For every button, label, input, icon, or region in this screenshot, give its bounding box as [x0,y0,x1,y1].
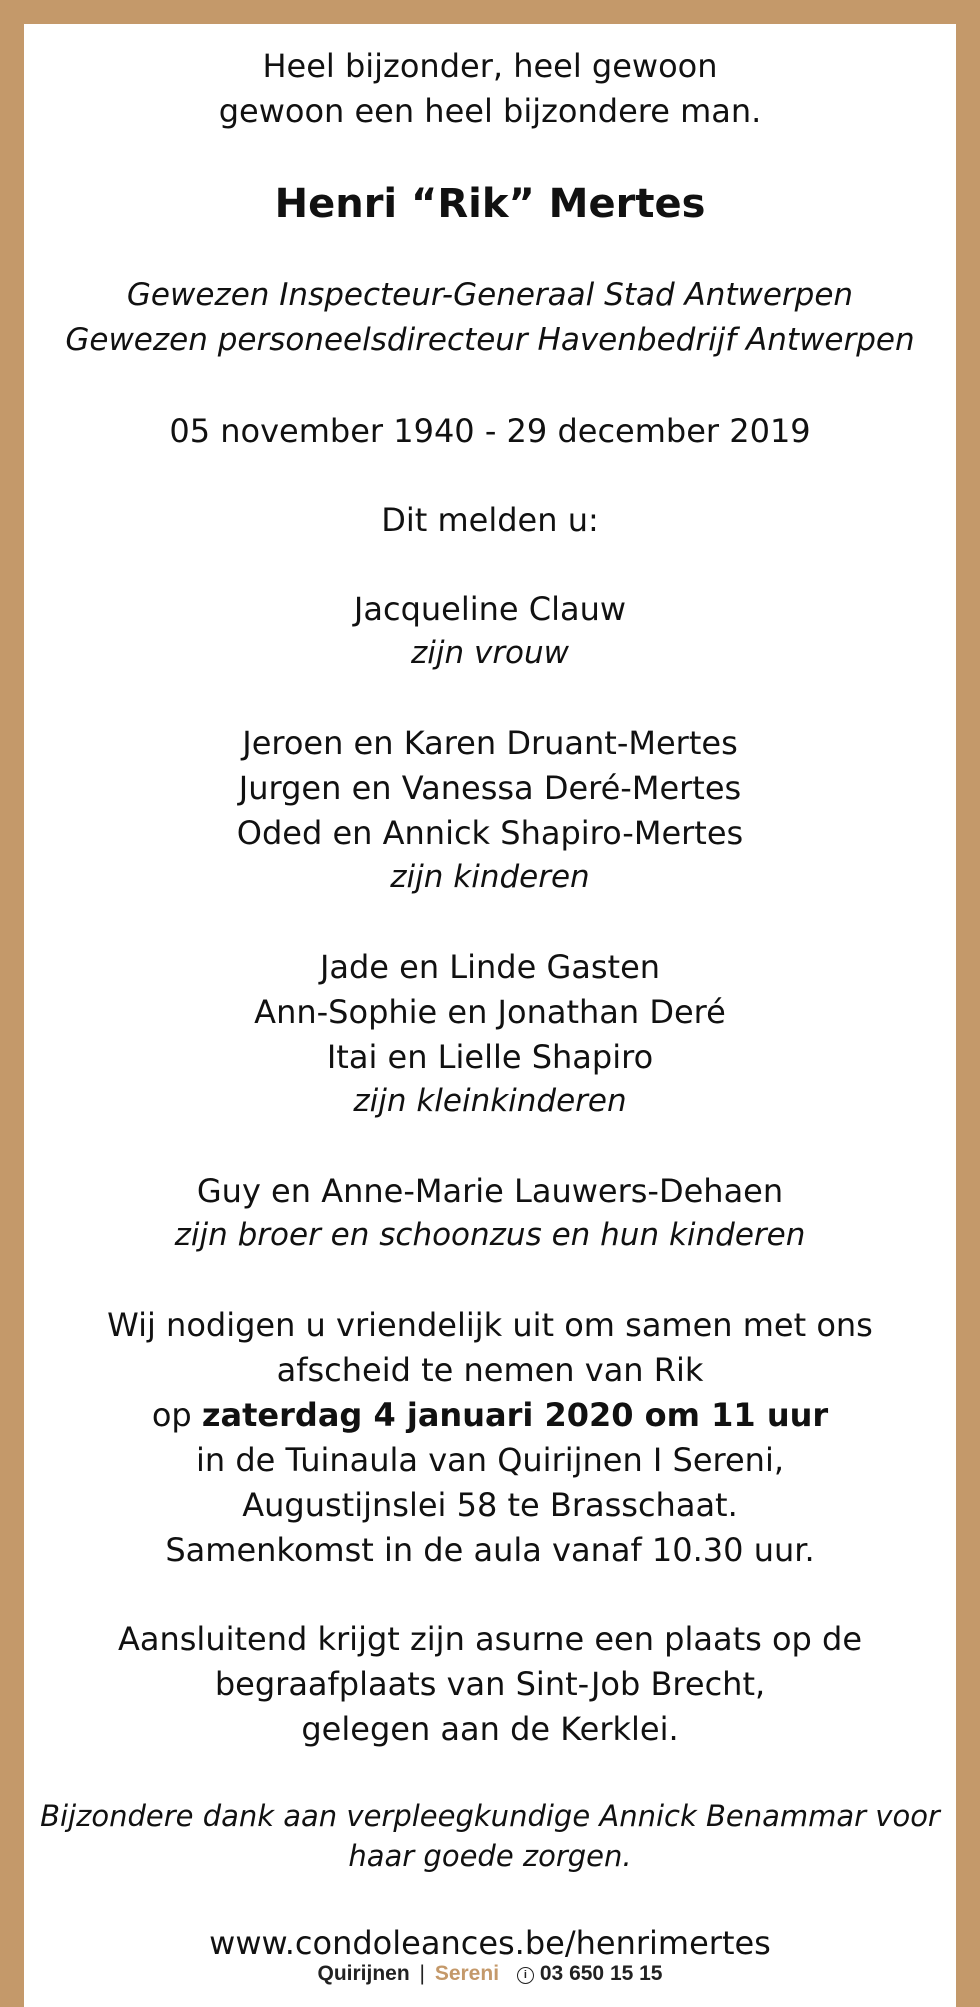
thanks-line-1: Bijzondere dank aan verpleegkundige Annick Benammar voor [40,1799,940,1833]
invitation-line-1: Wij nodigen u vriendelijk uit om samen met ons [107,1306,873,1344]
brand-quirijnen: Quirijnen [317,1962,410,1985]
sibling-role: zijn broer en schoonzus en hun kinderen [174,1217,806,1253]
thanks-line-2: haar goede zorgen. [348,1839,632,1873]
funeral-home-footer [0,1962,980,1986]
life-dates: 05 november 1940 - 29 december 2019 [169,412,811,450]
phone-icon: i [517,1967,534,1984]
deceased-name: Henri “Rik” Mertes [274,181,706,227]
intro-line-1: Heel bijzonder, heel gewoon [262,47,718,85]
grandchild-name: Jade en Linde Gasten [319,948,661,986]
burial-line-2: begraafplaats van Sint-Job Brecht, [214,1665,766,1703]
grandchild-name: Ann-Sophie en Jonathan Deré [254,993,726,1031]
title-line-1: Gewezen Inspecteur-Generaal Stad Antwerpen [126,277,854,313]
sibling-name: Guy en Anne-Marie Lauwers-Dehaen [196,1172,784,1210]
invitation-prefix: op [151,1396,202,1434]
child-name: Jurgen en Vanessa Deré-Mertes [238,769,742,807]
burial-line-1: Aansluitend krijgt zijn asurne een plaats op de [117,1620,863,1658]
brand-separator: | [419,1962,425,1985]
invitation-line-4: in de Tuinaula van Quirijnen I Sereni, [195,1441,785,1479]
brand-sereni: Sereni [434,1962,500,1985]
spouse-role: zijn vrouw [410,635,570,671]
title-line-2: Gewezen personeelsdirecteur Havenbedrijf Antwerpen [65,322,915,358]
children-role: zijn kinderen [390,859,590,895]
child-name: Oded en Annick Shapiro-Mertes [236,814,744,852]
child-name: Jeroen en Karen Druant-Mertes [242,724,738,762]
condolence-website-link[interactable]: www.condoleances.be/henrimertes [209,1924,771,1962]
burial-line-3: gelegen aan de Kerklei. [301,1710,679,1748]
invitation-line-6: Samenkomst in de aula vanaf 10.30 uur. [165,1531,815,1569]
invitation-line-5: Augustijnslei 58 te Brasschaat. [242,1486,738,1524]
grandchildren-role: zijn kleinkinderen [353,1083,627,1119]
obituary-card [24,24,956,2007]
phone-number-group [517,1962,663,1985]
ceremony-date: zaterdag 4 januari 2020 om 11 uur [201,1396,829,1434]
grandchild-name: Itai en Lielle Shapiro [326,1038,654,1076]
spouse-name: Jacqueline Clauw [353,590,627,628]
invitation-line-2: afscheid te nemen van Rik [276,1351,704,1389]
announce-text: Dit melden u: [381,501,599,539]
footer-bar [136,1983,784,2007]
phone-number: 03 650 15 15 [539,1962,663,1985]
intro-line-2: gewoon een heel bijzondere man. [218,92,762,130]
invitation-date-line [24,1396,956,1434]
